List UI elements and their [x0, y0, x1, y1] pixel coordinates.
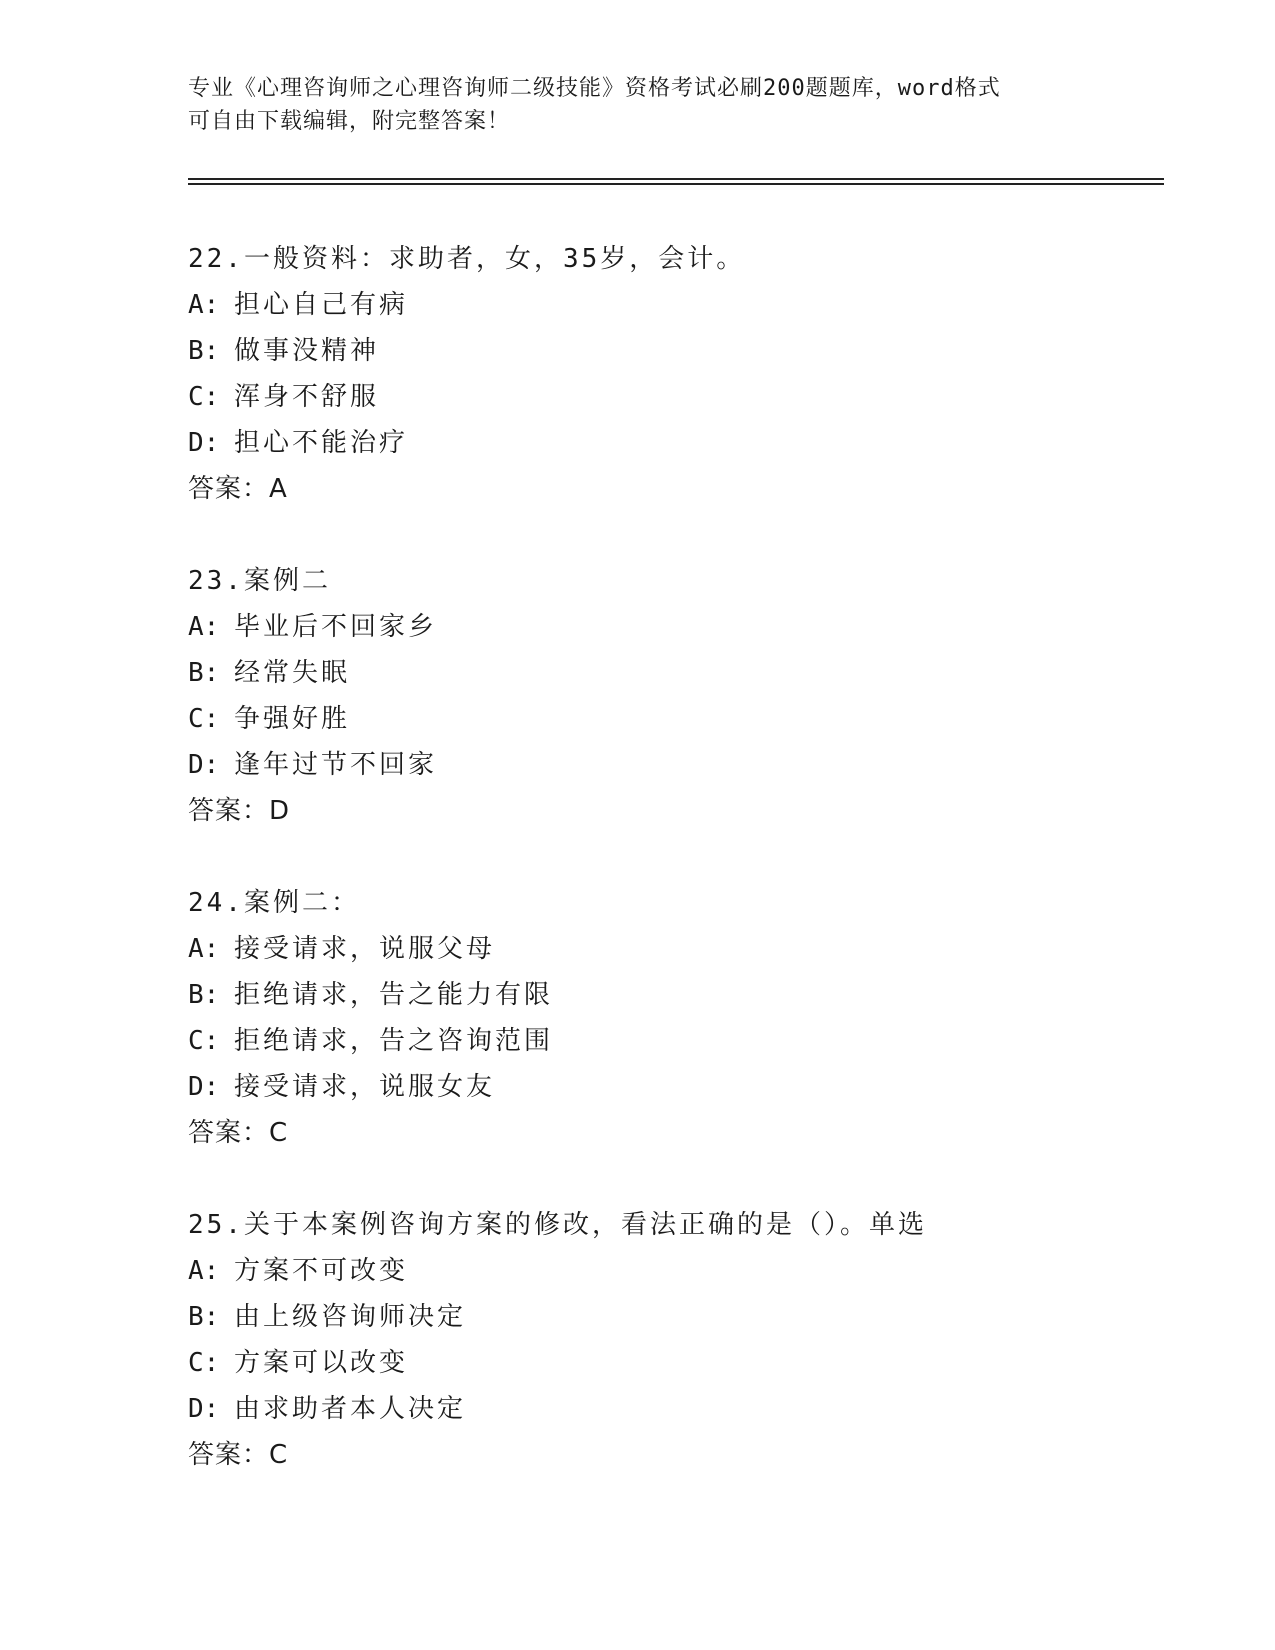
option-text: 逢年过节不回家: [234, 750, 438, 780]
option-text: 浑身不舒服: [234, 382, 380, 412]
option-key: C:: [188, 1026, 220, 1056]
option-text: 担心不能治疗: [234, 428, 409, 458]
option-text: 由求助者本人决定: [234, 1394, 467, 1424]
option-c: [188, 1018, 1168, 1064]
option-a: [188, 926, 1168, 972]
option-text: 方案可以改变: [234, 1348, 409, 1378]
answer-line: 答案：C: [188, 1118, 289, 1148]
option-key: D:: [188, 750, 220, 780]
option-text: 拒绝请求，告之咨询范围: [234, 1026, 554, 1056]
question-stem: 22.一般资料：求助者，女，35岁，会计。: [188, 244, 746, 274]
option-key: C:: [188, 382, 220, 412]
option-text: 做事没精神: [234, 336, 380, 366]
document-header: [188, 72, 1088, 138]
option-key: A:: [188, 934, 220, 964]
option-text: 担心自己有病: [234, 290, 409, 320]
option-b: [188, 1294, 1168, 1340]
option-b: [188, 650, 1168, 696]
question-23: [188, 558, 1168, 834]
option-d: [188, 742, 1168, 788]
option-key: C:: [188, 1348, 220, 1378]
option-text: 经常失眠: [234, 658, 351, 688]
option-d: [188, 1064, 1168, 1110]
header-line-1: 专业《心理咨询师之心理咨询师二级技能》资格考试必刷200题题库，word格式: [188, 76, 1001, 101]
option-text: 接受请求，说服女友: [234, 1072, 496, 1102]
option-key: D:: [188, 1394, 220, 1424]
option-a: [188, 1248, 1168, 1294]
option-key: A:: [188, 290, 220, 320]
option-text: 毕业后不回家乡: [234, 612, 438, 642]
question-24: [188, 880, 1168, 1156]
option-d: [188, 420, 1168, 466]
option-text: 接受请求，说服父母: [234, 934, 496, 964]
question-stem: 24.案例二：: [188, 888, 360, 918]
question-stem: 25.关于本案例咨询方案的修改，看法正确的是（）。单选: [188, 1210, 927, 1240]
option-key: C:: [188, 704, 220, 734]
answer-line: 答案：A: [188, 474, 288, 504]
option-c: [188, 374, 1168, 420]
option-d: [188, 1386, 1168, 1432]
option-text: 拒绝请求，告之能力有限: [234, 980, 554, 1010]
option-b: [188, 972, 1168, 1018]
option-key: B:: [188, 336, 220, 366]
header-divider-top: [188, 178, 1164, 180]
option-a: [188, 282, 1168, 328]
option-key: B:: [188, 658, 220, 688]
option-key: A:: [188, 612, 220, 642]
header-line-2: 可自由下载编辑，附完整答案！: [188, 109, 511, 134]
option-c: [188, 1340, 1168, 1386]
answer-line: 答案：D: [188, 796, 291, 826]
option-text: 由上级咨询师决定: [234, 1302, 467, 1332]
option-a: [188, 604, 1168, 650]
question-25: [188, 1202, 1168, 1478]
option-key: D:: [188, 1072, 220, 1102]
option-c: [188, 696, 1168, 742]
option-key: B:: [188, 980, 220, 1010]
question-list: [188, 236, 1168, 1524]
question-stem: 23.案例二: [188, 566, 331, 596]
option-text: 争强好胜: [234, 704, 351, 734]
answer-line: 答案：C: [188, 1440, 289, 1470]
option-b: [188, 328, 1168, 374]
option-text: 方案不可改变: [234, 1256, 409, 1286]
question-22: [188, 236, 1168, 512]
header-divider-bottom: [188, 183, 1164, 185]
option-key: B:: [188, 1302, 220, 1332]
option-key: A:: [188, 1256, 220, 1286]
option-key: D:: [188, 428, 220, 458]
